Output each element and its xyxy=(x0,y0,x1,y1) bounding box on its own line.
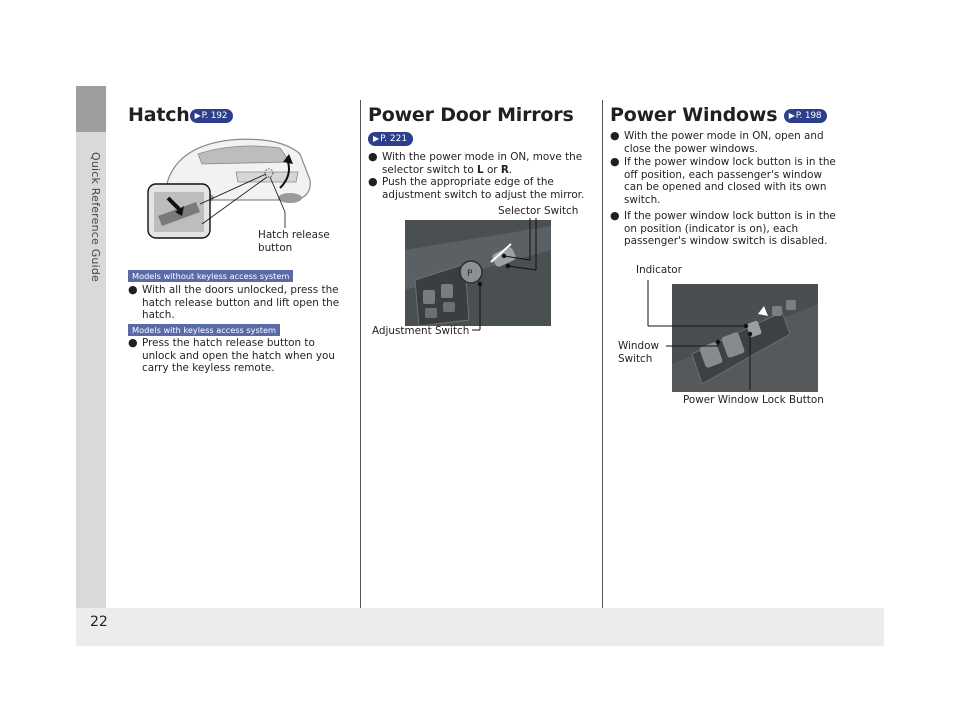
indicator-label: Indicator xyxy=(636,264,682,276)
lock-button-label: Power Window Lock Button xyxy=(683,394,824,406)
mirror-callout-lines xyxy=(400,210,560,340)
bullet-icon: ● xyxy=(128,336,138,349)
hatch-title: Hatch ▶P. 192 xyxy=(128,104,233,126)
hatch-bullet-1: ● With all the doors unlocked, press the hatch release button and lift open the hatch. xyxy=(128,283,340,322)
hatch-page-ref[interactable]: ▶P. 192 xyxy=(190,109,234,123)
model-badge-no-keyless: Models without keyless access system xyxy=(128,270,293,282)
window-switch-label xyxy=(618,340,659,365)
page-number: 22 xyxy=(90,614,108,630)
svg-text:P: P xyxy=(467,269,473,279)
model-badge-keyless: Models with keyless access system xyxy=(128,324,280,336)
bullet-icon: ● xyxy=(368,175,378,188)
mirrors-bullet-1: ● With the power mode in ON, move the selector switch to L or R. xyxy=(368,150,583,176)
callout-line: Window xyxy=(618,340,659,352)
ref-arrow-icon: ▶ xyxy=(788,110,795,120)
mirrors-bullet-2: ● Push the appropriate edge of the adjustment switch to adjust the mirror. xyxy=(368,175,585,201)
ref-arrow-icon: ▶ xyxy=(373,133,380,143)
callout-line: Switch xyxy=(618,352,653,365)
windows-bullet-2: ● If the power window lock button is in the off position, each passenger's window can be opened and closed with its own switch. xyxy=(610,155,836,206)
bullet-icon: ● xyxy=(128,283,138,296)
windows-bullet-1: ● With the power mode in ON, open and close the power windows. xyxy=(610,129,824,155)
side-tab-marker xyxy=(76,86,106,132)
callout-line: button xyxy=(258,241,293,254)
adjustment-switch-label: Adjustment Switch xyxy=(372,325,470,337)
bullet-icon: ● xyxy=(610,209,620,222)
side-tab-label: Quick Reference Guide xyxy=(89,152,102,282)
window-callout-lines xyxy=(600,270,780,400)
mirrors-title: Power Door Mirrors xyxy=(368,104,574,126)
hatch-release-callout xyxy=(258,229,330,254)
mirrors-page-ref[interactable]: ▶P. 221 xyxy=(368,132,413,146)
hatch-illustration xyxy=(140,132,340,244)
ref-arrow-icon: ▶ xyxy=(194,110,201,120)
selector-switch-label: Selector Switch xyxy=(498,205,579,217)
bullet-icon: ● xyxy=(610,155,620,168)
callout-line: Hatch release xyxy=(258,229,330,241)
bullet-icon: ● xyxy=(610,129,620,142)
hatch-bullet-2: ● Press the hatch release button to unlock and open the hatch when you carry the keyless remote. xyxy=(128,336,335,375)
windows-page-ref[interactable]: ▶P. 198 xyxy=(784,109,828,123)
windows-bullet-3: ● If the power window lock button is in the on position (indicator is on), each passenger's window switch is disabled. xyxy=(610,209,836,248)
bullet-icon: ● xyxy=(368,150,378,163)
column-divider-1 xyxy=(360,100,361,608)
windows-title: Power Windows ▶P. 198 xyxy=(610,104,827,126)
